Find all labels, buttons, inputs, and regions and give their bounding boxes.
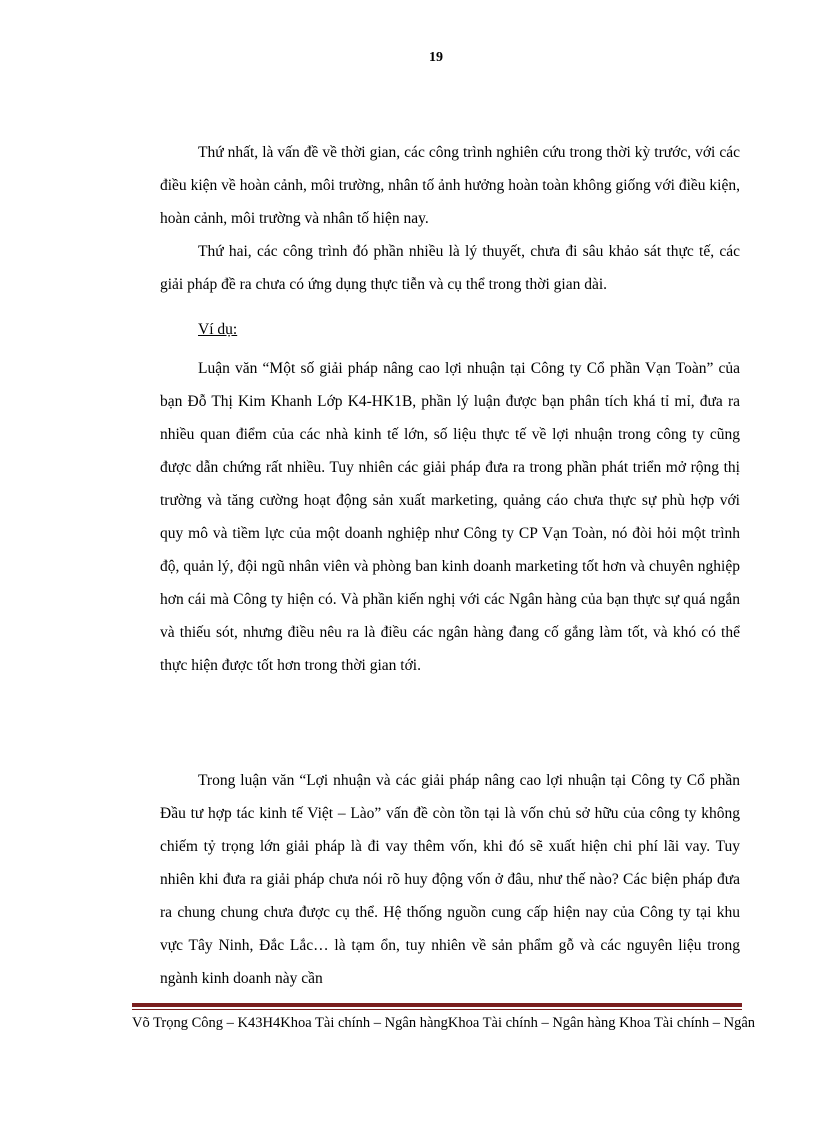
example-heading-section <box>160 313 740 346</box>
paragraph-example-1: Luận văn “Một số giải pháp nâng cao lợi nhuận tại Công ty Cổ phần Vạn Toàn” của bạn Đỗ Thị Kim Khanh Lớp K4-HK1B, phần lý luận được bạn phân tích khá tỉ mỉ, đưa ra nhiều quan điểm của các nhà kinh tế lớn, số liệu thực tế về lợi nhuận trong công ty cũng được dẫn chứng rất nhiều. Tuy nhiên các giải pháp đưa ra trong phần phát triển mở rộng thị trường và tăng cường hoạt động sản xuất marketing, quảng cáo chưa thực sự phù hợp với quy mô và tiềm lực của một doanh nghiệp như Công ty CP Vạn Toàn, nó đòi hỏi một trình độ, quản lý, đội ngũ nhân viên và phòng ban kinh doanh marketing tốt hơn và chuyên nghiệp hơn cái mà Công ty hiện có. Và phần kiến nghị với các Ngân hàng của bạn thực sự quá ngắn và thiếu sót, nhưng điều nêu ra là điều các ngân hàng đang cố gắng làm tốt, và khó có thể thực hiện được tốt hơn trong thời gian tới. <box>160 360 740 674</box>
footer-divider-thin <box>132 1009 742 1010</box>
paragraph-second-point: Thứ hai, các công trình đó phần nhiều là lý thuyết, chưa đi sâu khảo sát thực tế, các giải pháp đề ra chưa có ứng dụng thực tiễn và cụ thể trong thời gian dài. <box>160 243 740 293</box>
paragraph-first-point: Thứ nhất, là vấn đề về thời gian, các công trình nghiên cứu trong thời kỳ trước, với các điều kiện về hoàn cảnh, môi trường, nhân tố ảnh hưởng hoàn toàn không giống với điều kiện, hoàn cảnh, môi trường và nhân tố hiện nay. <box>160 144 740 227</box>
page-footer: Võ Trọng Công – K43H4Khoa Tài chính – Ngân hàngKhoa Tài chính – Ngân hàng Khoa Tài chính – Ngân <box>132 1015 756 1031</box>
paragraph-example-2: Trong luận văn “Lợi nhuận và các giải pháp nâng cao lợi nhuận tại Công ty Cổ phần Đầu tư hợp tác kinh tế Việt – Lào” vấn đề còn tồn tại là vốn chủ sở hữu của công ty không chiếm tỷ trọng lớn giải pháp là đi vay thêm vốn, khi đó sẽ xuất hiện chi phí lãi vay. Tuy nhiên khi đưa ra giải pháp chưa nói rõ huy động vốn ở đâu, như thế nào? Các biện pháp đưa ra chung chung chưa được cụ thể. Hệ thống nguồn cung cấp hiện nay của Công ty tại khu vực Tây Ninh, Đắc Lắc… là tạm ổn, tuy nhiên về sản phẩm gỗ và các nguyên liệu trong ngành kinh doanh này cần <box>160 772 740 987</box>
example-1-section <box>160 352 740 682</box>
footer-divider-thick <box>132 1003 742 1007</box>
page-number: 19 <box>429 50 443 65</box>
example-heading: Ví dụ: <box>198 321 238 338</box>
intro-section <box>160 136 740 301</box>
example-2-section <box>160 764 740 995</box>
